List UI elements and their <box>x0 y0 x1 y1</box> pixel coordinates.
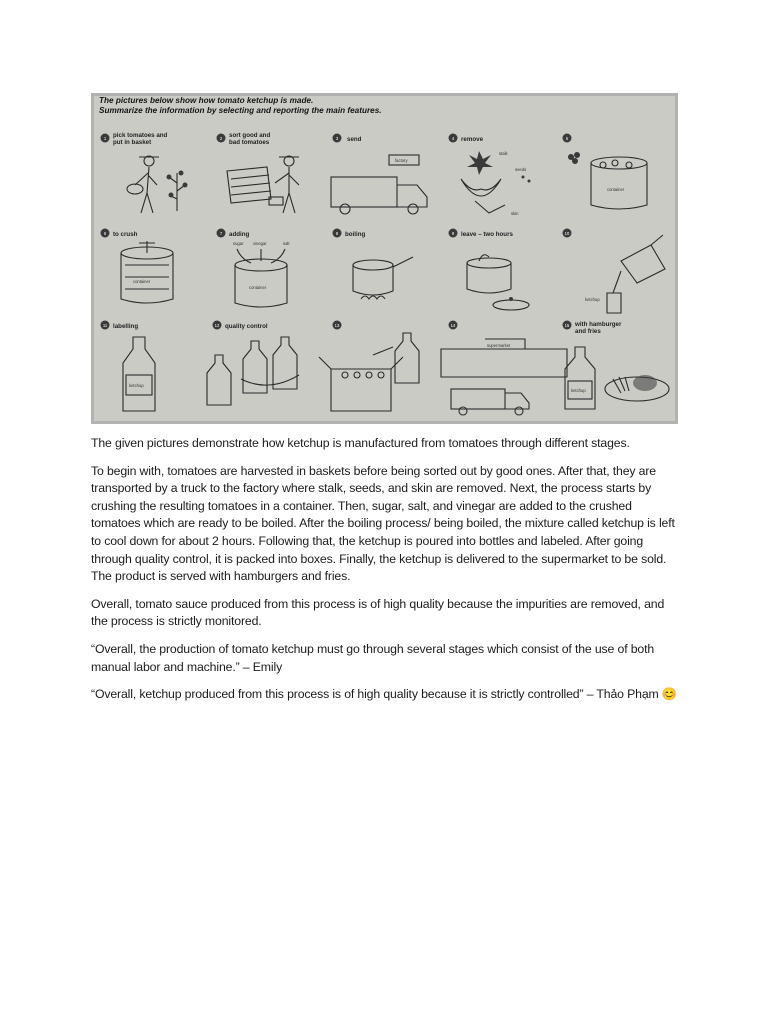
svg-text:9: 9 <box>451 231 455 236</box>
quote-emily: “Overall, the production of tomato ketchup must go through several stages which consist of the use of both manual labor and machine.” – Emily <box>91 641 655 674</box>
svg-text:ketchup: ketchup <box>585 297 600 302</box>
factory-sign: factory <box>395 158 408 163</box>
quote-thao-pham: “Overall, ketchup produced from this process is of high quality because it is strictly controlled” – Thảo Phạm 😊 <box>91 687 678 702</box>
svg-text:salt: salt <box>283 241 290 246</box>
paragraph-body: To begin with, tomatoes are harvested in baskets before being sorted out by good ones. After that, they are transported by a truck to the factory where stalk, seeds, and skin are removed. Next, the process starts by crushing the resulting tomatoes in a container. Then, sugar, salt, and vinegar are added to the crushed tomatoes which are ready to be boiled. After the boiling process/ being boiled, the mixture called ketchup is left to cool down for about 2 hours. Following that, the ketchup is poured into bottles and labeled. After going through quality control, it is packed into boxes. Finally, the ketchup is delivered to the supermarket to be sold. The product is served with hamburgers and fries. <box>91 463 675 584</box>
svg-text:ketchup: ketchup <box>129 383 144 388</box>
svg-text:supermarket: supermarket <box>487 343 511 348</box>
svg-text:vinegar: vinegar <box>253 241 267 246</box>
svg-text:13: 13 <box>334 323 340 328</box>
svg-text:7: 7 <box>219 231 223 236</box>
essay-text <box>91 435 681 714</box>
process-diagram <box>91 93 678 424</box>
svg-text:container: container <box>249 285 267 290</box>
svg-text:with hamburger: with hamburger <box>575 321 622 328</box>
svg-text:skin: skin <box>511 211 519 216</box>
svg-text:and fries: and fries <box>575 328 601 335</box>
svg-text:14: 14 <box>450 323 456 328</box>
svg-text:bad tomatoes: bad tomatoes <box>229 139 270 146</box>
svg-text:1: 1 <box>103 136 107 141</box>
svg-text:2: 2 <box>219 136 223 141</box>
svg-text:labelling: labelling <box>113 323 139 330</box>
paragraph-overview: Overall, tomato sauce produced from this process is of high quality because the impurities are removed, and the process is strictly monitored. <box>91 596 665 629</box>
figure-header-line1: The pictures below show how tomato ketchup is made. <box>99 96 314 105</box>
ketchup-process-photo <box>91 93 678 424</box>
svg-text:11: 11 <box>102 323 108 328</box>
svg-text:boiling: boiling <box>345 231 366 238</box>
svg-text:container: container <box>607 187 625 192</box>
svg-text:stalk: stalk <box>499 151 508 156</box>
svg-text:to crush: to crush <box>113 231 138 238</box>
svg-text:pick tomatoes and: pick tomatoes and <box>113 132 168 139</box>
svg-text:send: send <box>347 136 362 143</box>
svg-text:sugar: sugar <box>233 241 244 246</box>
svg-text:adding: adding <box>229 231 250 238</box>
svg-text:ketchup: ketchup <box>571 388 586 393</box>
svg-text:leave – two hours: leave – two hours <box>461 231 513 238</box>
figure-header-line2: Summarize the information by selecting and reporting the main features. <box>99 106 382 115</box>
svg-text:15: 15 <box>564 323 570 328</box>
svg-text:3: 3 <box>335 136 339 141</box>
svg-text:6: 6 <box>103 231 107 236</box>
svg-text:put in basket: put in basket <box>113 139 152 146</box>
svg-text:quality control: quality control <box>225 323 268 330</box>
paragraph-intro: The given pictures demonstrate how ketchup is manufactured from tomatoes through different stages. <box>91 436 630 450</box>
svg-text:sort good and: sort good and <box>229 132 271 139</box>
svg-text:10: 10 <box>564 231 570 236</box>
svg-text:12: 12 <box>214 323 220 328</box>
svg-text:remove: remove <box>461 136 484 143</box>
svg-text:container: container <box>133 279 151 284</box>
svg-text:4: 4 <box>451 136 455 141</box>
svg-text:5: 5 <box>565 136 569 141</box>
svg-text:seeds: seeds <box>515 167 527 172</box>
svg-text:8: 8 <box>335 231 339 236</box>
paper-background <box>91 93 678 424</box>
